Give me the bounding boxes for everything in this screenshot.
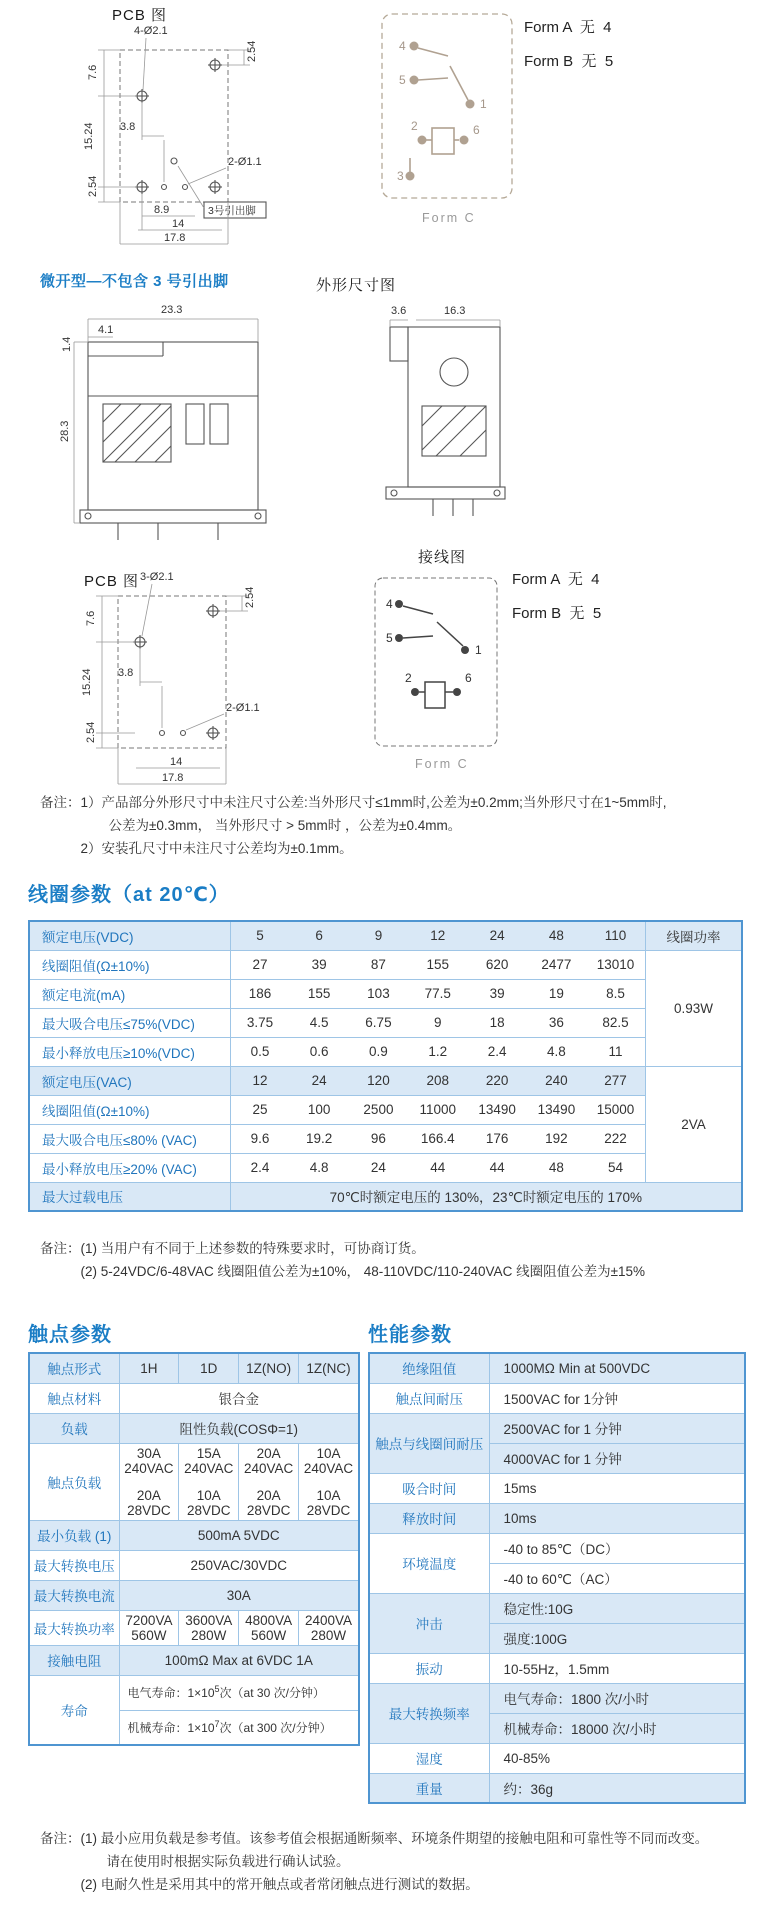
- column-header: 线圈功率: [645, 921, 742, 950]
- row-label: 线圈阻值(Ω±10%): [29, 950, 230, 979]
- coil-power-ac: 2VA: [645, 1066, 742, 1182]
- value-cell: 103: [349, 979, 408, 1008]
- value-cell: 10ms: [489, 1503, 745, 1533]
- value-cell: 0.5: [230, 1037, 289, 1066]
- row-label: 重量: [369, 1773, 489, 1803]
- performance-parameters-heading: 性能参数: [368, 1324, 452, 1346]
- value-cell: 39: [289, 950, 348, 979]
- table-row: [369, 1353, 745, 1383]
- value-cell: 9: [408, 1008, 467, 1037]
- value-cell: 10A 240VAC 10A 28VDC: [299, 1443, 359, 1520]
- table-row: [369, 1653, 745, 1683]
- pin-number: 5: [386, 631, 393, 645]
- row-label: 最大过载电压: [29, 1182, 230, 1211]
- dimension-label: 23.3: [161, 304, 183, 316]
- outline-side-view-drawing: [378, 302, 513, 552]
- value-cell: 2477: [527, 950, 586, 979]
- performance-parameters-table: [368, 1352, 746, 1804]
- overload-value: 70℃时额定电压的 130%，23℃时额定电压的 170%: [230, 1182, 742, 1211]
- row-label: 线圈阻值(Ω±10%): [29, 1095, 230, 1124]
- value-cell: 27: [230, 950, 289, 979]
- value-cell: 30A 240VAC 20A 28VDC: [119, 1443, 179, 1520]
- value-cell: 48: [527, 1153, 586, 1182]
- value-cell: 4000VAC for 1 分钟: [489, 1443, 745, 1473]
- value-cell: 1.2: [408, 1037, 467, 1066]
- row-label: 振动: [369, 1653, 489, 1683]
- value-cell: 稳定性:10G: [489, 1593, 745, 1623]
- value-cell: 100mΩ Max at 6VDC 1A: [119, 1645, 359, 1675]
- value-cell: -40 to 85℃（DC）: [489, 1533, 745, 1563]
- table-row: [29, 1095, 742, 1124]
- row-label: 触点负载: [29, 1443, 119, 1520]
- value-cell: 6: [289, 921, 348, 950]
- mechanical-life-value: 机械寿命：$1\times 10^7$次（at 300 次/分钟）: [119, 1710, 359, 1745]
- notes-prefix: 备注：: [40, 1831, 81, 1846]
- row-label: 最大吸合电压≤75%(VDC): [29, 1008, 230, 1037]
- dimension-label: 17.8: [162, 772, 184, 784]
- table-row: [369, 1383, 745, 1413]
- value-cell: 222: [586, 1124, 645, 1153]
- value-cell: 约：36g: [489, 1773, 745, 1803]
- value-cell: 25: [230, 1095, 289, 1124]
- value-cell: 13490: [467, 1095, 526, 1124]
- value-cell: 39: [467, 979, 526, 1008]
- dimension-label: 7.6: [85, 610, 97, 626]
- value-cell: 7200VA 560W: [119, 1610, 179, 1645]
- value-cell: 44: [467, 1153, 526, 1182]
- dimension-label: 15.24: [81, 668, 93, 696]
- value-cell: 电气寿命：1800 次/小时: [489, 1683, 745, 1713]
- value-cell: 4.8: [527, 1037, 586, 1066]
- value-cell: 银合金: [119, 1383, 359, 1413]
- row-label: 环境温度: [369, 1533, 489, 1593]
- value-cell: 2500: [349, 1095, 408, 1124]
- value-cell: 82.5: [586, 1008, 645, 1037]
- row-label: 湿度: [369, 1743, 489, 1773]
- row-label: 最大转换频率: [369, 1683, 489, 1743]
- table-row: [29, 1124, 742, 1153]
- pin-number: 4: [399, 39, 406, 53]
- value-cell: -40 to 60℃（AC）: [489, 1563, 745, 1593]
- dimension-label: 8.9: [154, 204, 170, 216]
- table-row: [29, 1066, 742, 1095]
- table-row: [29, 1353, 359, 1383]
- pcb-drawing-title-top: PCB 图: [112, 7, 168, 24]
- value-cell: 0.9: [349, 1037, 408, 1066]
- value-cell: 24: [289, 1066, 348, 1095]
- table-row: [369, 1743, 745, 1773]
- note-line: (1) 当用户有不同于上述参数的特殊要求时，可协商订货。: [80, 1241, 425, 1256]
- dimension-label: 2.54: [85, 721, 97, 743]
- notes-prefix: 备注：: [40, 795, 81, 810]
- value-cell: 机械寿命：18000 次/小时: [489, 1713, 745, 1743]
- table-row: [369, 1413, 745, 1443]
- value-cell: 15ms: [489, 1473, 745, 1503]
- note-line: 1）产品部分外形尺寸中未注尺寸公差:当外形尺寸≤1mm时,公差为±0.2mm;当外形尺寸在1~5mm时,: [80, 795, 667, 810]
- table-row: [369, 1533, 745, 1563]
- value-cell: 8.5: [586, 979, 645, 1008]
- value-cell: 155: [408, 950, 467, 979]
- row-label: 最大转换功率: [29, 1610, 119, 1645]
- table-row: [29, 921, 742, 950]
- table-row: [369, 1773, 745, 1803]
- pin3-label: 3号引出脚: [208, 205, 256, 217]
- value-cell: 4.5: [289, 1008, 348, 1037]
- form-b-note-bottom: Form B 无 5: [512, 605, 602, 622]
- row-label: 额定电压(VAC): [29, 1066, 230, 1095]
- value-cell: 1D: [179, 1353, 239, 1383]
- pin-number: 5: [399, 73, 406, 87]
- contact-parameters-heading: 触点参数: [28, 1324, 112, 1346]
- notes-prefix: 备注：: [40, 1241, 81, 1256]
- dimension-label: 16.3: [444, 305, 466, 317]
- value-cell: 4.8: [289, 1153, 348, 1182]
- pin-number: 4: [386, 597, 393, 611]
- value-cell: 1500VAC for 1分钟: [489, 1383, 745, 1413]
- value-cell: 620: [467, 950, 526, 979]
- value-cell: 176: [467, 1124, 526, 1153]
- value-cell: 96: [349, 1124, 408, 1153]
- row-label: 接触电阻: [29, 1645, 119, 1675]
- note-line: 公差为±0.3mm， 当外形尺寸 > 5mm时 ，公差为±0.4mm。: [108, 817, 462, 833]
- row-label: 触点与线圈间耐压: [369, 1413, 489, 1473]
- row-label: 吸合时间: [369, 1473, 489, 1503]
- row-label: 最大吸合电压≤80% (VAC): [29, 1124, 230, 1153]
- value-cell: 3.75: [230, 1008, 289, 1037]
- value-cell: 13010: [586, 950, 645, 979]
- value-cell: 44: [408, 1153, 467, 1182]
- table-row: [369, 1593, 745, 1623]
- value-cell: 100: [289, 1095, 348, 1124]
- table-row: [29, 1580, 359, 1610]
- table-row: [369, 1683, 745, 1713]
- value-cell: 30A: [119, 1580, 359, 1610]
- dimension-label: 2.54: [87, 175, 99, 197]
- outline-drawing-title: 外形尺寸图: [316, 277, 397, 294]
- table-row: [369, 1503, 745, 1533]
- value-cell: 250VAC/30VDC: [119, 1550, 359, 1580]
- dimension-label: 4.1: [98, 324, 114, 336]
- dimension-label: 3.8: [118, 667, 134, 679]
- micro-type-title: 微开型—不包含 3 号引出脚: [40, 273, 229, 290]
- row-label: 最小释放电压≥10%(VDC): [29, 1037, 230, 1066]
- table-row: [29, 1037, 742, 1066]
- coil-notes: [40, 1238, 740, 1284]
- table-row: [29, 1610, 359, 1645]
- pin-number: 6: [473, 123, 480, 137]
- value-cell: 1Z(NC): [299, 1353, 359, 1383]
- contact-parameters-table: [28, 1352, 360, 1746]
- value-cell: 500mA 5VDC: [119, 1520, 359, 1550]
- dimension-label: 3-Ø2.1: [140, 571, 174, 583]
- note-line: (2) 电耐久性是采用其中的常开触点或者常闭触点进行测试的数据。: [80, 1876, 479, 1892]
- form-a-note-top: Form A 无 4: [524, 19, 612, 36]
- value-cell: 24: [467, 921, 526, 950]
- row-label: 额定电压(VDC): [29, 921, 230, 950]
- table-row: [29, 1645, 359, 1675]
- row-label: 绝缘阻值: [369, 1353, 489, 1383]
- value-cell: 18: [467, 1008, 526, 1037]
- wiring-diagram-title: 接线图: [418, 549, 467, 566]
- value-cell: 19: [527, 979, 586, 1008]
- value-cell: 10-55Hz，1.5mm: [489, 1653, 745, 1683]
- form-a-note-bottom: Form A 无 4: [512, 571, 600, 588]
- value-cell: 54: [586, 1153, 645, 1182]
- value-cell: 15A 240VAC 10A 28VDC: [179, 1443, 239, 1520]
- value-cell: 12: [230, 1066, 289, 1095]
- value-cell: 11000: [408, 1095, 467, 1124]
- value-cell: 阻性负载(COSΦ=1): [119, 1413, 359, 1443]
- row-label: 触点形式: [29, 1353, 119, 1383]
- drawing-notes: [40, 792, 740, 861]
- form-c-schematic-top: [368, 6, 533, 246]
- table-row: [29, 1383, 359, 1413]
- row-label: 冲击: [369, 1593, 489, 1653]
- row-label: 额定电流(mA): [29, 979, 230, 1008]
- value-cell: 20A 240VAC 20A 28VDC: [239, 1443, 299, 1520]
- dimension-label: 14: [172, 218, 185, 230]
- row-label: 最大转换电流: [29, 1580, 119, 1610]
- value-cell: 6.75: [349, 1008, 408, 1037]
- value-cell: 4800VA 560W: [239, 1610, 299, 1645]
- table-row: [369, 1473, 745, 1503]
- row-label: 负载: [29, 1413, 119, 1443]
- row-label: 最小负载 (1): [29, 1520, 119, 1550]
- value-cell: 1Z(NO): [239, 1353, 299, 1383]
- form-c-label: Form C: [422, 211, 476, 225]
- coil-power-dc: 0.93W: [645, 950, 742, 1066]
- electrical-life-value: 电气寿命：$1\times 10^5$次（at 30 次/分钟）: [119, 1675, 359, 1710]
- coil-parameters-heading: 线圈参数（at 20℃）: [28, 884, 230, 906]
- value-cell: 2500VAC for 1 分钟: [489, 1413, 745, 1443]
- value-cell: 0.6: [289, 1037, 348, 1066]
- value-cell: 36: [527, 1008, 586, 1037]
- dimension-label: 2.54: [246, 40, 258, 62]
- pcb-drawing-title-bottom: PCB 图: [84, 573, 140, 590]
- value-cell: 13490: [527, 1095, 586, 1124]
- dimension-label: 3.6: [391, 305, 407, 317]
- value-cell: 110: [586, 921, 645, 950]
- dimension-label: 3.8: [120, 121, 136, 133]
- pin-number: 3: [397, 169, 404, 183]
- table-row: [29, 1008, 742, 1037]
- value-cell: 87: [349, 950, 408, 979]
- row-label: 最小释放电压≥20% (VAC): [29, 1153, 230, 1182]
- dimension-label: 17.8: [164, 232, 186, 244]
- table-row: [29, 1550, 359, 1580]
- pin-number: 1: [475, 643, 482, 657]
- value-cell: 40-85%: [489, 1743, 745, 1773]
- table-row: [29, 1182, 742, 1211]
- table-row: [29, 950, 742, 979]
- row-label: 最大转换电压: [29, 1550, 119, 1580]
- dimension-label: 2.54: [244, 586, 256, 608]
- dimension-label: 14: [170, 756, 183, 768]
- form-b-note-top: Form B 无 5: [524, 53, 614, 70]
- value-cell: 186: [230, 979, 289, 1008]
- table-row: [29, 1413, 359, 1443]
- dimension-label: 2-Ø1.1: [228, 156, 262, 168]
- table-row: [29, 1443, 359, 1520]
- value-cell: 48: [527, 921, 586, 950]
- table-row: [29, 1153, 742, 1182]
- value-cell: 2.4: [230, 1153, 289, 1182]
- value-cell: 277: [586, 1066, 645, 1095]
- value-cell: 9.6: [230, 1124, 289, 1153]
- table-row: [29, 1520, 359, 1550]
- value-cell: 1000MΩ Min at 500VDC: [489, 1353, 745, 1383]
- dimension-label: 28.3: [59, 420, 71, 442]
- note-line: 2）安装孔尺寸中未注尺寸公差均为±0.1mm。: [80, 840, 353, 856]
- value-cell: 3600VA 280W: [179, 1610, 239, 1645]
- value-cell: 11: [586, 1037, 645, 1066]
- dimension-label: 1.4: [61, 336, 73, 352]
- pin-number: 1: [480, 97, 487, 111]
- value-cell: 24: [349, 1153, 408, 1182]
- value-cell: 220: [467, 1066, 526, 1095]
- value-cell: 2400VA 280W: [299, 1610, 359, 1645]
- value-cell: 155: [289, 979, 348, 1008]
- value-cell: 192: [527, 1124, 586, 1153]
- dimension-label: 4-Ø2.1: [134, 25, 168, 37]
- pin-number: 2: [411, 119, 418, 133]
- value-cell: 5: [230, 921, 289, 950]
- value-cell: 166.4: [408, 1124, 467, 1153]
- note-line: 请在使用时根据实际负载进行确认试验。: [106, 1853, 350, 1869]
- pin-number: 6: [465, 671, 472, 685]
- pcb-layout-drawing-bottom: [40, 556, 290, 801]
- bottom-notes: [40, 1828, 740, 1897]
- row-label: 触点间耐压: [369, 1383, 489, 1413]
- value-cell: 1H: [119, 1353, 179, 1383]
- note-line: (1) 最小应用负载是参考值。该参考值会根据通断频率、环境条件期望的接触电阻和可靠性等不同而改变。: [80, 1831, 709, 1846]
- value-cell: 120: [349, 1066, 408, 1095]
- row-label: 释放时间: [369, 1503, 489, 1533]
- pcb-layout-drawing-top: [42, 10, 302, 255]
- row-label: 触点材料: [29, 1383, 119, 1413]
- dimension-label: 15.24: [83, 122, 95, 150]
- table-row: [29, 1675, 359, 1710]
- row-label: 寿命: [29, 1675, 119, 1745]
- value-cell: 强度:100G: [489, 1623, 745, 1653]
- form-c-label: Form C: [415, 757, 469, 771]
- value-cell: 2.4: [467, 1037, 526, 1066]
- note-line: (2) 5-24VDC/6-48VAC 线圈阻值公差为±10%， 48-110VDC/110-240VAC 线圈阻值公差为±15%: [80, 1263, 645, 1279]
- value-cell: 208: [408, 1066, 467, 1095]
- value-cell: 9: [349, 921, 408, 950]
- value-cell: 15000: [586, 1095, 645, 1124]
- dimension-label: 2-Ø1.1: [226, 702, 260, 714]
- value-cell: 12: [408, 921, 467, 950]
- value-cell: 240: [527, 1066, 586, 1095]
- value-cell: 77.5: [408, 979, 467, 1008]
- outline-front-view-drawing: [58, 300, 288, 555]
- dimension-label: 7.6: [87, 64, 99, 80]
- coil-parameters-table: [28, 920, 743, 1212]
- value-cell: 19.2: [289, 1124, 348, 1153]
- form-c-wiring-diagram: [365, 568, 520, 783]
- pin-number: 2: [405, 671, 412, 685]
- table-row: [29, 979, 742, 1008]
